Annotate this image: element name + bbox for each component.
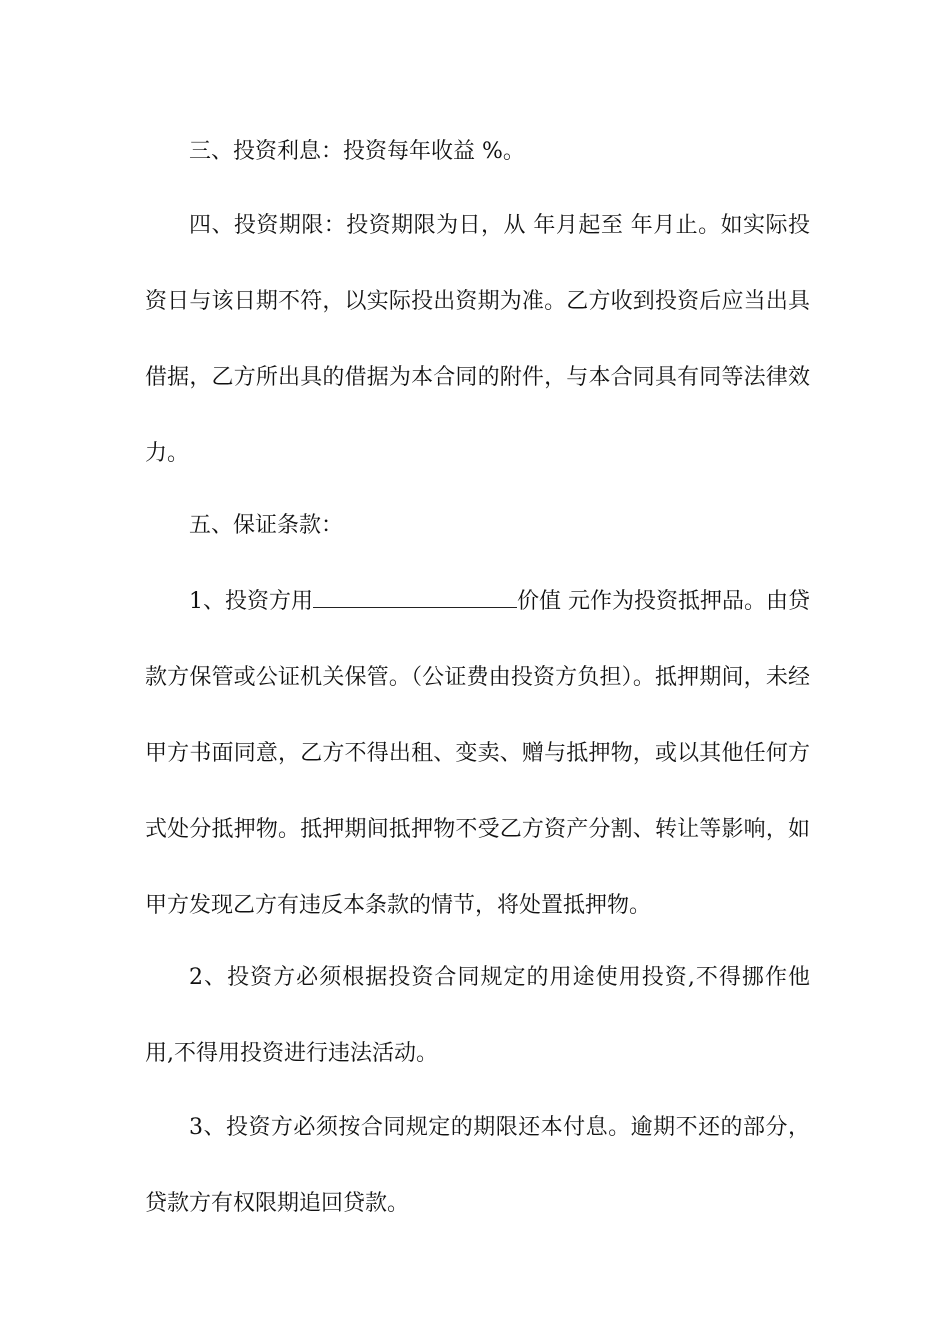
clause-investment-interest: 三、投资利息：投资每年收益 %。	[189, 139, 525, 164]
guarantee-item-1	[145, 564, 810, 944]
guarantee-item-2: 2、投资方必须根据投资合同规定的用途使用投资,不得挪作他用,不得用投资进行违法活动。	[145, 965, 810, 1066]
guarantee-item-1-lead: 1、投资方用	[189, 589, 313, 614]
guarantee-item-1-rest: 价值 元作为投资抵押品。由贷款方保管或公证机关保管。（公证费由投资方负担）。抵押期间，未经甲方书面同意，乙方不得出租、变卖、赠与抵押物，或以其他任何方式处分抵押物。抵押期间抵押物不受乙方资产分割、转让等影响，如甲方发现乙方有违反本条款的情节，将处置抵押物。	[145, 589, 810, 918]
guarantee-item-3: 3、投资方必须按合同规定的期限还本付息。逾期不还的部分，贷款方有权限期追回贷款。	[145, 1115, 810, 1216]
clause-investment-term: 四、投资期限：投资期限为日，从 年月起至 年月止。如实际投资日与该日期不符，以实际投出资期为准。乙方收到投资后应当出具借据，乙方所出具的借据为本合同的附件，与本合同具有同等法律效力。	[145, 213, 810, 466]
clause-guarantee-heading: 五、保证条款：	[189, 513, 344, 538]
fill-in-blank-line	[313, 585, 517, 608]
